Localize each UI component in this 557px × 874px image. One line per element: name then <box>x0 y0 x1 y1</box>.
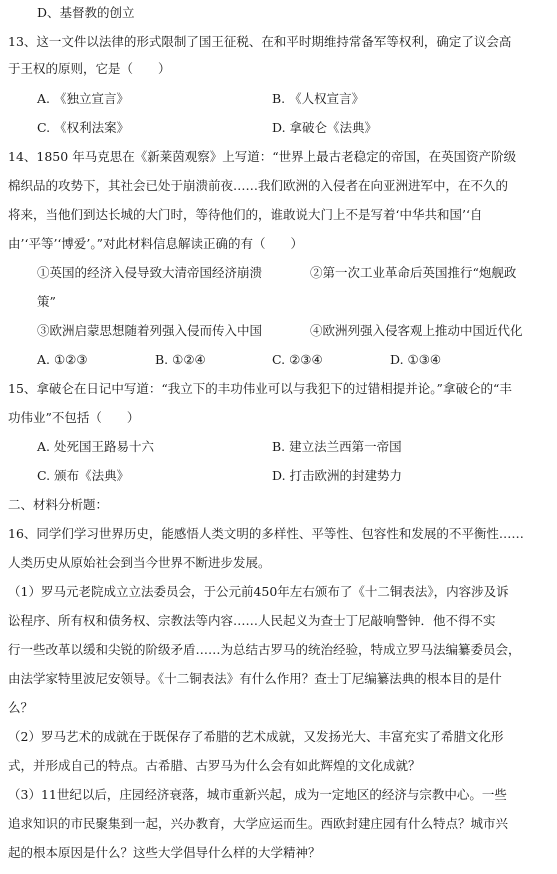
q15-option-d: D. 打击欧洲的封建势力 <box>272 468 403 483</box>
q14-item-1: ①英国的经济入侵导致大清帝国经济崩溃 <box>37 265 263 280</box>
q16-intro: 16、同学们学习世界历史，能感悟人类文明的多样性、平等性、包容性和发展的不平衡性…… <box>8 526 524 541</box>
q13-option-a: A. 《独立宣言》 <box>37 91 129 106</box>
q14-item-4: ④欧洲列强入侵客观上推动中国近代化 <box>310 323 523 338</box>
q16-part1: （1）罗马元老院成立立法委员会，于公元前450年左右颁布了《十二铜表法》，内容涉及诉 <box>8 584 509 599</box>
q14-item-2: ②第一次工业革命后英国推行“炮舰政 <box>310 265 517 280</box>
q16-part3-3: 起的根本原因是什么？这些大学倡导什么样的大学精神？ <box>8 845 321 860</box>
q16-part1-5: 么？ <box>8 700 34 715</box>
q16-part1-2: 讼程序、所有权和债务权、宗教法等内容……人民起义为查士丁尼敲响警钟．他不得不实 <box>8 613 496 628</box>
q16-part2-2: 式，并形成自己的特点。古希腊、古罗马为什么会有如此辉煌的文化成就？ <box>8 758 421 773</box>
q16-intro-cont: 人类历史从原始社会到当今世界不断进步发展。 <box>8 555 271 570</box>
q13-option-c: C. 《权利法案》 <box>37 120 130 135</box>
q15-option-a: A. 处死国王路易十六 <box>37 439 154 454</box>
q16-part1-4: 由法学家特里波尼安领导。《十二铜表法》有什么作用？查士丁尼编纂法典的根本目的是什 <box>8 671 502 686</box>
q15-stem-cont: 功伟业”不包括（ ） <box>8 410 140 425</box>
q14-stem-4: 由’‘平等’‘博爱’。”对此材料信息解读正确的有（ ） <box>8 236 304 251</box>
q14-option-a: A. ①②③ <box>37 352 88 367</box>
q14-stem-3: 将来，当他们到达长城的大门时，等待他们的，谁敢说大门上不是写着‘中华共和国’‘自 <box>8 207 483 222</box>
q16-part2: （2）罗马艺术的成就在于既保存了希腊的艺术成就，又发扬光大、丰富充实了希腊文化形 <box>8 729 504 744</box>
q16-part3: （3）11世纪以后，庄园经济衰落，城市重新兴起，成为一定地区的经济与宗教中心。一些 <box>8 787 507 802</box>
q13-option-d: D. 拿破仑《法典》 <box>272 120 378 135</box>
q16-part1-3: 行一些改革以缓和尖锐的阶级矛盾……为总结古罗马的统治经验，特成立罗马法编纂委员会， <box>8 642 521 657</box>
q13-option-b: B. 《人权宣言》 <box>272 91 365 106</box>
q15-option-c: C. 颁布《法典》 <box>37 468 130 483</box>
q15-option-b: B. 建立法兰西第一帝国 <box>272 439 402 454</box>
q13-stem-cont: 于王权的原则，它是（ ） <box>8 61 171 76</box>
q14-item-2-cont: 策” <box>37 294 56 309</box>
q14-item-3: ③欧洲启蒙思想随着列强入侵而传入中国 <box>37 323 263 338</box>
q14-option-b: B. ①②④ <box>155 352 206 367</box>
q14-option-d: D. ①③④ <box>390 352 442 367</box>
q14-option-c: C. ②③④ <box>272 352 323 367</box>
q13-stem: 13、这一文件以法律的形式限制了国王征税、在和平时期维持常备军等权利，确定了议会高 <box>8 34 512 49</box>
q15-stem: 15、拿破仑在日记中写道：“我立下的丰功伟业可以与我犯下的过错相提并论。”拿破仑的“丰 <box>8 381 512 396</box>
q14-stem-2: 棉织品的攻势下，其社会已处于崩溃前夜……我们欧洲的入侵者在向亚洲进军中，在不久的 <box>8 178 509 193</box>
q12-option-d: D、基督教的创立 <box>37 5 135 20</box>
q14-stem: 14、1850 年马克思在《新莱茵观察》上写道：“世界上最古老稳定的帝国，在英国资产阶级 <box>8 149 517 164</box>
section-heading: 二、材料分析题： <box>8 497 109 512</box>
q16-part3-2: 追求知识的市民聚集到一起，兴办教育，大学应运而生。西欧封建庄园有什么特点？城市兴 <box>8 816 509 831</box>
